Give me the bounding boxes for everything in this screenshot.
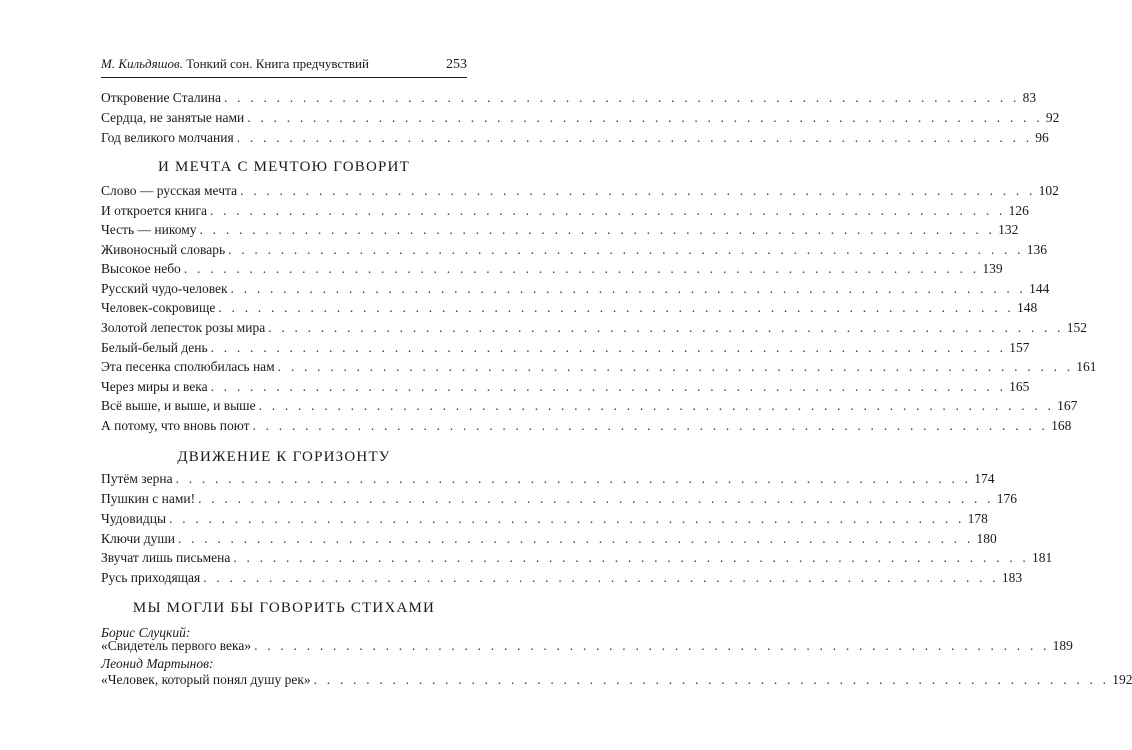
header-author: М. Кильдяшов. — [101, 56, 183, 71]
author-name: Борис Слуцкий: — [101, 625, 191, 640]
toc-entry: А потому, что вновь поют . . . . . . . . . . . . . . . . . . . . . . . . . . . . . . . . . . . . . . . . . . . . . . . . . . . . . . . . . . . . . 168 — [101, 418, 1072, 433]
toc-entry: Живоносный словарь . . . . . . . . . . . . . . . . . . . . . . . . . . . . . . . . . . . . . . . . . . . . . . . . . . . . . . . . . . . . . 136 — [101, 242, 1047, 257]
toc-entry: Русь приходящая . . . . . . . . . . . . . . . . . . . . . . . . . . . . . . . . . . . . . . . . . . . . . . . . . . . . . . . . . . . . . 183 — [101, 570, 1023, 585]
toc-entry: «Человек, который понял душу рек» . . . . . . . . . . . . . . . . . . . . . . . . . . . . . . . . . . . . . . . . . . . . . . . . . . . . . . . . . . . . . 192 — [101, 672, 1132, 687]
running-head — [101, 56, 467, 73]
toc-entry: Слово — русская мечта . . . . . . . . . . . . . . . . . . . . . . . . . . . . . . . . . . . . . . . . . . . . . . . . . . . . . . . . . . . . . 102 — [101, 183, 1059, 198]
running-head-title — [101, 56, 369, 72]
toc-entry: Эта песенка сполюбилась нам . . . . . . . . . . . . . . . . . . . . . . . . . . . . . . . . . . . . . . . . . . . . . . . . . . . . . . . . . . . . . 161 — [101, 359, 1097, 374]
toc-entry: Человек-сокровище . . . . . . . . . . . . . . . . . . . . . . . . . . . . . . . . . . . . . . . . . . . . . . . . . . . . . . . . . . . . . 148 — [101, 300, 1038, 315]
author-name: Леонид Мартынов: — [101, 656, 214, 671]
header-book-title: Тонкий сон. Книга предчувствий — [186, 56, 369, 71]
toc-entry: Чудовидцы . . . . . . . . . . . . . . . . . . . . . . . . . . . . . . . . . . . . . . . . . . . . . . . . . . . . . . . . . . . . . 178 — [101, 511, 988, 526]
toc-entry: Русский чудо-человек . . . . . . . . . . . . . . . . . . . . . . . . . . . . . . . . . . . . . . . . . . . . . . . . . . . . . . . . . . . . . 144 — [101, 281, 1050, 296]
toc-entry: Год великого молчания . . . . . . . . . . . . . . . . . . . . . . . . . . . . . . . . . . . . . . . . . . . . . . . . . . . . . . . . . . . . . 96 — [101, 130, 1049, 145]
section-heading: МЫ МОГЛИ БЫ ГОВОРИТЬ СТИХАМИ — [132, 600, 436, 616]
toc-entry: Пушкин с нами! . . . . . . . . . . . . . . . . . . . . . . . . . . . . . . . . . . . . . . . . . . . . . . . . . . . . . . . . . . . . . 176 — [101, 491, 1017, 506]
toc-entry: «Свидетель первого века» . . . . . . . . . . . . . . . . . . . . . . . . . . . . . . . . . . . . . . . . . . . . . . . . . . . . . . . . . . . . . 189 — [101, 638, 1073, 653]
toc-entry: Путём зерна . . . . . . . . . . . . . . . . . . . . . . . . . . . . . . . . . . . . . . . . . . . . . . . . . . . . . . . . . . . . . 174 — [101, 471, 995, 486]
page-number: 253 — [446, 57, 467, 72]
section-heading: И МЕЧТА С МЕЧТОЮ ГОВОРИТ — [158, 159, 410, 175]
toc-entry: Сердца, не занятые нами . . . . . . . . . . . . . . . . . . . . . . . . . . . . . . . . . . . . . . . . . . . . . . . . . . . . . . . . . . . . . 92 — [101, 110, 1060, 125]
toc-entry: Звучат лишь письмена . . . . . . . . . . . . . . . . . . . . . . . . . . . . . . . . . . . . . . . . . . . . . . . . . . . . . . . . . . . . . 181 — [101, 550, 1053, 565]
toc-entry: И откроется книга . . . . . . . . . . . . . . . . . . . . . . . . . . . . . . . . . . . . . . . . . . . . . . . . . . . . . . . . . . . . . 126 — [101, 203, 1029, 218]
header-rule — [101, 77, 467, 78]
toc-entry: Ключи души . . . . . . . . . . . . . . . . . . . . . . . . . . . . . . . . . . . . . . . . . . . . . . . . . . . . . . . . . . . . . 180 — [101, 531, 997, 546]
toc-entry: Через миры и века . . . . . . . . . . . . . . . . . . . . . . . . . . . . . . . . . . . . . . . . . . . . . . . . . . . . . . . . . . . . . 165 — [101, 379, 1030, 394]
section-heading: ДВИЖЕНИЕ К ГОРИЗОНТУ — [177, 449, 391, 465]
toc-entry: Высокое небо . . . . . . . . . . . . . . . . . . . . . . . . . . . . . . . . . . . . . . . . . . . . . . . . . . . . . . . . . . . . . 139 — [101, 261, 1003, 276]
toc-entry: Всё выше, и выше, и выше . . . . . . . . . . . . . . . . . . . . . . . . . . . . . . . . . . . . . . . . . . . . . . . . . . . . . . . . . . . . . 167 — [101, 398, 1078, 413]
toc-entry: Белый-белый день . . . . . . . . . . . . . . . . . . . . . . . . . . . . . . . . . . . . . . . . . . . . . . . . . . . . . . . . . . . . . 157 — [101, 340, 1030, 355]
toc-entry: Золотой лепесток розы мира . . . . . . . . . . . . . . . . . . . . . . . . . . . . . . . . . . . . . . . . . . . . . . . . . . . . . . . . . . . . . 152 — [101, 320, 1088, 335]
toc-entry: Честь — никому . . . . . . . . . . . . . . . . . . . . . . . . . . . . . . . . . . . . . . . . . . . . . . . . . . . . . . . . . . . . . 132 — [101, 222, 1019, 237]
toc-entry: Откровение Сталина . . . . . . . . . . . . . . . . . . . . . . . . . . . . . . . . . . . . . . . . . . . . . . . . . . . . . . . . . . . . . 83 — [101, 90, 1037, 105]
